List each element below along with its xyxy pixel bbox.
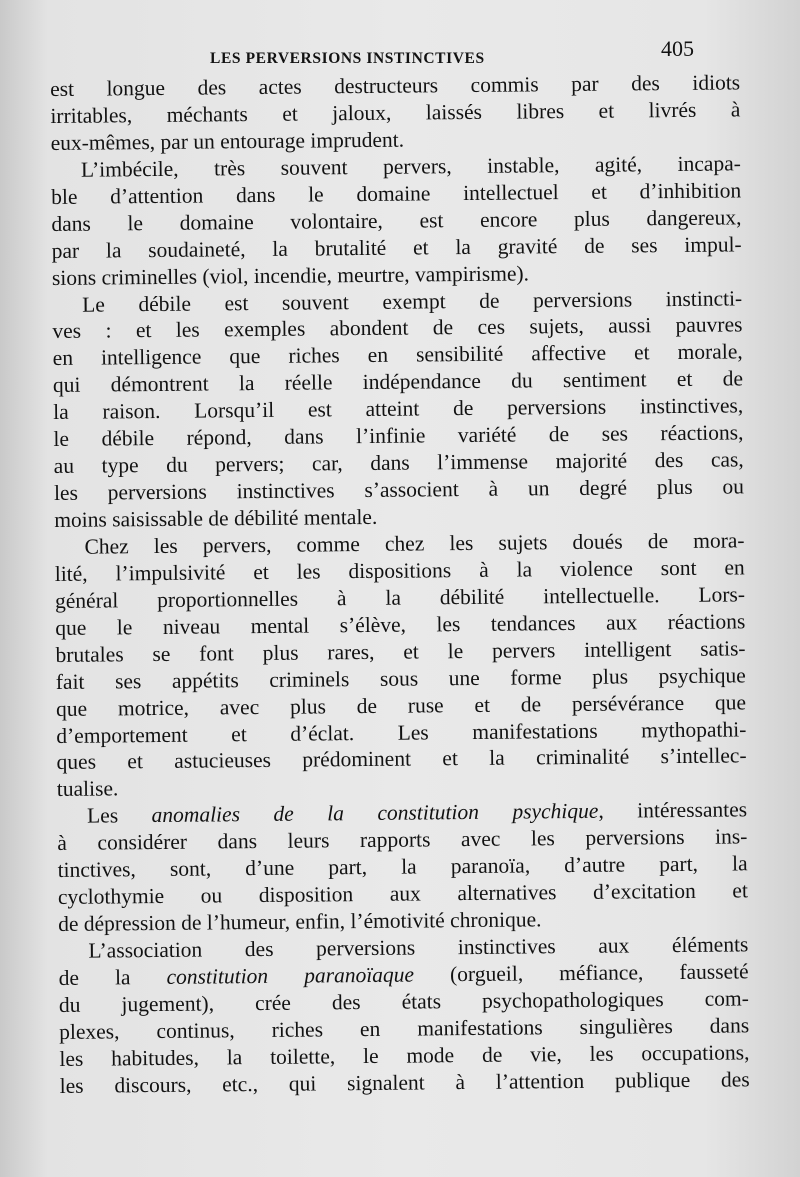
text-line: fait ses appétits criminels sous une forme plus psychique: [55, 662, 746, 694]
text-line: au type du pervers; car, dans l’immense majorité des cas,: [53, 447, 744, 479]
text-segment: de la: [58, 964, 167, 990]
text-line: ble d’attention dans le domaine intellectuel et d’inhibition: [51, 178, 742, 209]
text-line: qui démontrent la réelle indépendance du sentiment et de: [52, 366, 744, 398]
text-line: les perversions instinctives s’associent à un degré plus ou: [53, 474, 745, 506]
text-line: lité, l’impulsivité et les dispositions à la violence sont en: [54, 555, 745, 586]
text-segment: Les: [86, 803, 152, 828]
text-line: les habitudes, la toilette, le mode de vie, les occupations,: [59, 1040, 750, 1071]
text-line: L’association des perversions instinctives aux éléments: [88, 932, 749, 963]
text-line: dans le domaine volontaire, est encore plus dangereux,: [51, 205, 742, 236]
text-line: Le débile est souvent exempt de perversions instincti-: [82, 285, 743, 317]
text-line: la raison. Lorsqu’il est atteint de perversions instinctives,: [53, 393, 744, 425]
text-line: brutales se font plus rares, et le pervers intelligent satis-: [55, 636, 746, 667]
text-segment: , intéressantes: [598, 797, 748, 824]
text-line: L’imbécile, très souvent pervers, instable, agité, incapa-: [80, 151, 741, 182]
text-line: irritables, méchants et jaloux, laissés libres et livrés à: [50, 97, 741, 128]
text-line: que motrice, avec plus de ruse et de persévérance que: [55, 689, 747, 721]
text-line: ques et astucieuses prédominent et la criminalité s’intellec-: [56, 743, 747, 775]
text-line: plexes, continus, riches en manifestations singulières dans: [59, 1013, 750, 1044]
text-line: le débile répond, dans l’infinie variété de ses réactions,: [53, 420, 744, 452]
text-line: tinctives, sont, d’une part, la paranoïa, d’autre part, la: [57, 851, 748, 883]
body-text: [50, 69, 750, 1099]
text-line: eux-mêmes, par un entourage imprudent.: [50, 127, 405, 155]
text-line: de dépression de l’humeur, enfin, l’émotivité chronique.: [58, 907, 542, 937]
text-line: d’emportement et d’éclat. Les manifestations mythopathi-: [56, 716, 747, 748]
text-line: moins saisissable de débilité mentale.: [54, 504, 378, 532]
italic-term: anomalies de la constitution psychique: [151, 799, 599, 828]
text-line: que le niveau mental s’élève, les tendances aux réactions: [55, 609, 746, 640]
text-line: ves : et les exemples abondent de ces sujets, aussi pauvres: [52, 312, 743, 344]
running-title: LES PERVERSIONS INSTINCTIVES: [210, 50, 485, 67]
text-line: sions criminelles (viol, incendie, meurtre, vampirisme).: [51, 260, 530, 290]
text-line: à considérer dans leurs rapports avec les perversions ins-: [57, 824, 748, 856]
text-line: en intelligence que riches en sensibilité affective et morale,: [52, 339, 743, 371]
text-line: est longue des actes destructeurs commis par des idiots: [50, 70, 741, 101]
text-segment: (orgueil, méfiance, fausseté: [413, 959, 749, 987]
text-line: tualise.: [56, 776, 119, 802]
italic-term: constitution paranoïaque: [166, 962, 415, 989]
text-line: cyclothymie ou disposition aux alternatives d’excitation et: [57, 878, 748, 910]
text-line: par la soudaineté, la brutalité et la gravité de ses impul-: [51, 231, 742, 263]
text-line: du jugement), crée des états psychopathologiques com-: [58, 986, 749, 1017]
page-number: 405: [661, 36, 694, 61]
text-line: général proportionnelles à la débilité intellectuelle. Lors-: [54, 582, 746, 613]
text-line: les discours, etc., qui signalent à l’attention publique des: [59, 1067, 750, 1098]
text-line: Chez les pervers, comme chez les sujets doués de mora-: [84, 528, 745, 559]
